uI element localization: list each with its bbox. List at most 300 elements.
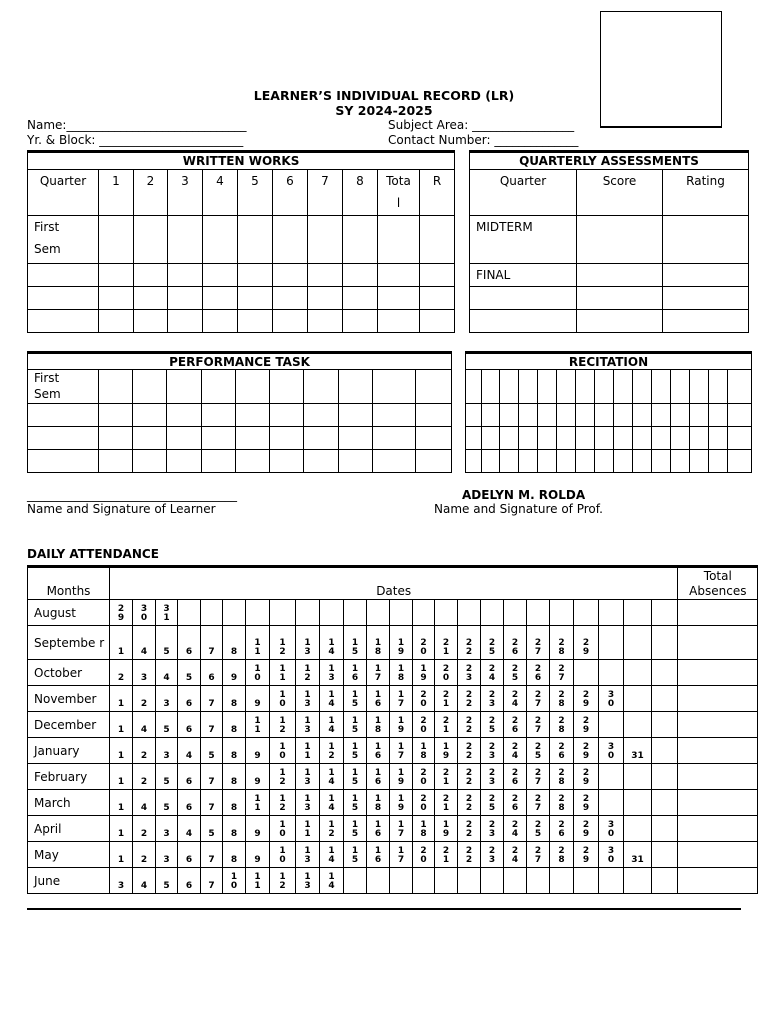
recitation-cell[interactable] bbox=[500, 404, 519, 427]
attendance-total[interactable] bbox=[678, 686, 758, 712]
attendance-day[interactable]: 7 bbox=[201, 712, 223, 738]
attendance-day[interactable]: 15 bbox=[344, 626, 367, 660]
attendance-day[interactable]: 17 bbox=[390, 842, 413, 868]
recitation-cell[interactable] bbox=[614, 427, 633, 450]
recitation-cell[interactable] bbox=[466, 404, 482, 427]
attendance-day[interactable]: 21 bbox=[435, 790, 458, 816]
pt-cell[interactable] bbox=[339, 370, 373, 404]
recitation-cell[interactable] bbox=[614, 370, 633, 404]
attendance-day[interactable]: 29 bbox=[574, 764, 599, 790]
recitation-cell[interactable] bbox=[557, 427, 576, 450]
attendance-day[interactable]: 1 bbox=[110, 842, 133, 868]
attendance-day[interactable]: 15 bbox=[344, 712, 367, 738]
pt-cell[interactable] bbox=[28, 450, 99, 473]
attendance-day[interactable]: 18 bbox=[390, 660, 413, 686]
attendance-day[interactable]: 22 bbox=[458, 738, 481, 764]
attendance-day[interactable] bbox=[574, 868, 599, 894]
attendance-day[interactable]: 26 bbox=[504, 712, 527, 738]
ww-cell[interactable] bbox=[168, 216, 203, 264]
attendance-day[interactable] bbox=[458, 600, 481, 626]
recitation-cell[interactable] bbox=[519, 450, 538, 473]
pt-cell[interactable] bbox=[133, 404, 167, 427]
pt-cell[interactable] bbox=[416, 427, 452, 450]
attendance-day[interactable]: 5 bbox=[156, 626, 178, 660]
attendance-day[interactable] bbox=[435, 600, 458, 626]
attendance-day[interactable]: 26 bbox=[550, 816, 574, 842]
attendance-day[interactable]: 1 bbox=[110, 764, 133, 790]
attendance-day[interactable]: 13 bbox=[296, 686, 320, 712]
attendance-day[interactable]: 12 bbox=[270, 790, 296, 816]
attendance-day[interactable] bbox=[652, 868, 678, 894]
attendance-day[interactable]: 5 bbox=[156, 712, 178, 738]
attendance-total[interactable] bbox=[678, 868, 758, 894]
pt-cell[interactable] bbox=[133, 427, 167, 450]
ww-cell[interactable] bbox=[378, 216, 420, 264]
pt-cell[interactable] bbox=[270, 370, 304, 404]
qa-cell[interactable] bbox=[577, 264, 663, 287]
recitation-cell[interactable] bbox=[690, 427, 709, 450]
attendance-day[interactable]: 12 bbox=[270, 764, 296, 790]
attendance-day[interactable]: 19 bbox=[435, 816, 458, 842]
attendance-day[interactable]: 31 bbox=[624, 842, 652, 868]
attendance-day[interactable]: 28 bbox=[550, 842, 574, 868]
attendance-day[interactable] bbox=[574, 600, 599, 626]
attendance-day[interactable]: 24 bbox=[504, 686, 527, 712]
attendance-total[interactable] bbox=[678, 660, 758, 686]
ww-cell[interactable] bbox=[203, 264, 238, 287]
recitation-cell[interactable] bbox=[709, 427, 728, 450]
recitation-cell[interactable] bbox=[709, 404, 728, 427]
recitation-cell[interactable] bbox=[482, 370, 500, 404]
attendance-total[interactable] bbox=[678, 790, 758, 816]
attendance-day[interactable]: 8 bbox=[223, 816, 246, 842]
attendance-day[interactable]: 5 bbox=[201, 738, 223, 764]
attendance-day[interactable] bbox=[344, 868, 367, 894]
recitation-cell[interactable] bbox=[538, 450, 557, 473]
attendance-day[interactable] bbox=[652, 712, 678, 738]
attendance-day[interactable]: 3 bbox=[133, 660, 156, 686]
attendance-day[interactable]: 25 bbox=[527, 816, 550, 842]
pt-cell[interactable] bbox=[28, 427, 99, 450]
ww-cell[interactable] bbox=[203, 216, 238, 264]
attendance-day[interactable]: 24 bbox=[481, 660, 504, 686]
pt-cell[interactable] bbox=[270, 404, 304, 427]
attendance-day[interactable]: 1 bbox=[110, 816, 133, 842]
attendance-day[interactable]: 12 bbox=[296, 660, 320, 686]
attendance-day[interactable]: 4 bbox=[156, 660, 178, 686]
pt-cell[interactable] bbox=[373, 450, 416, 473]
attendance-day[interactable]: 2 bbox=[110, 660, 133, 686]
attendance-day[interactable]: 13 bbox=[296, 842, 320, 868]
attendance-day[interactable] bbox=[320, 600, 344, 626]
pt-cell[interactable] bbox=[202, 450, 236, 473]
attendance-day[interactable]: 20 bbox=[413, 790, 435, 816]
attendance-day[interactable]: 26 bbox=[550, 738, 574, 764]
attendance-day[interactable]: 25 bbox=[481, 626, 504, 660]
attendance-day[interactable]: 7 bbox=[201, 842, 223, 868]
attendance-day[interactable] bbox=[599, 764, 624, 790]
attendance-day[interactable]: 28 bbox=[550, 686, 574, 712]
attendance-day[interactable]: 6 bbox=[178, 626, 201, 660]
attendance-day[interactable] bbox=[504, 600, 527, 626]
recitation-cell[interactable] bbox=[595, 370, 614, 404]
pt-cell[interactable] bbox=[304, 404, 339, 427]
attendance-day[interactable]: 11 bbox=[246, 868, 270, 894]
attendance-day[interactable]: 22 bbox=[458, 686, 481, 712]
attendance-day[interactable]: 13 bbox=[320, 660, 344, 686]
ww-cell[interactable] bbox=[378, 287, 420, 310]
attendance-day[interactable] bbox=[344, 600, 367, 626]
attendance-day[interactable] bbox=[652, 816, 678, 842]
attendance-day[interactable]: 27 bbox=[527, 626, 550, 660]
attendance-day[interactable]: 21 bbox=[435, 686, 458, 712]
ww-cell[interactable] bbox=[99, 310, 134, 333]
attendance-day[interactable] bbox=[652, 842, 678, 868]
recitation-cell[interactable] bbox=[595, 427, 614, 450]
ww-cell[interactable] bbox=[134, 216, 168, 264]
attendance-day[interactable]: 19 bbox=[390, 790, 413, 816]
attendance-day[interactable]: 4 bbox=[133, 712, 156, 738]
pt-cell[interactable] bbox=[373, 427, 416, 450]
attendance-day[interactable]: 5 bbox=[156, 868, 178, 894]
ww-cell[interactable] bbox=[168, 310, 203, 333]
ww-cell[interactable] bbox=[203, 310, 238, 333]
attendance-day[interactable]: 8 bbox=[223, 626, 246, 660]
attendance-day[interactable]: 19 bbox=[390, 626, 413, 660]
recitation-cell[interactable] bbox=[557, 450, 576, 473]
subject-field[interactable] bbox=[388, 118, 574, 132]
attendance-day[interactable]: 28 bbox=[550, 764, 574, 790]
attendance-day[interactable]: 30 bbox=[599, 842, 624, 868]
attendance-day[interactable]: 17 bbox=[390, 686, 413, 712]
attendance-day[interactable]: 17 bbox=[367, 660, 390, 686]
attendance-day[interactable]: 7 bbox=[201, 626, 223, 660]
recitation-cell[interactable] bbox=[595, 404, 614, 427]
ww-cell[interactable] bbox=[203, 287, 238, 310]
pt-cell[interactable] bbox=[99, 450, 133, 473]
attendance-day[interactable] bbox=[481, 600, 504, 626]
attendance-day[interactable]: 29 bbox=[574, 842, 599, 868]
pt-cell[interactable] bbox=[339, 427, 373, 450]
attendance-day[interactable] bbox=[624, 764, 652, 790]
attendance-day[interactable]: 9 bbox=[246, 816, 270, 842]
attendance-day[interactable] bbox=[652, 660, 678, 686]
ww-cell[interactable] bbox=[273, 216, 308, 264]
attendance-day[interactable]: 5 bbox=[156, 764, 178, 790]
attendance-day[interactable]: 27 bbox=[527, 764, 550, 790]
attendance-day[interactable]: 12 bbox=[320, 816, 344, 842]
attendance-day[interactable]: 23 bbox=[481, 686, 504, 712]
attendance-day[interactable]: 29 bbox=[110, 600, 133, 626]
attendance-day[interactable]: 4 bbox=[133, 868, 156, 894]
attendance-day[interactable]: 15 bbox=[344, 738, 367, 764]
pt-cell[interactable] bbox=[373, 404, 416, 427]
attendance-day[interactable]: 19 bbox=[390, 764, 413, 790]
pt-cell[interactable] bbox=[339, 404, 373, 427]
attendance-day[interactable]: 9 bbox=[246, 686, 270, 712]
attendance-day[interactable] bbox=[599, 790, 624, 816]
attendance-day[interactable]: 12 bbox=[270, 712, 296, 738]
attendance-day[interactable]: 31 bbox=[624, 738, 652, 764]
pt-cell[interactable] bbox=[270, 450, 304, 473]
attendance-total[interactable] bbox=[678, 816, 758, 842]
attendance-day[interactable]: 12 bbox=[320, 738, 344, 764]
ww-cell[interactable] bbox=[28, 310, 99, 333]
attendance-day[interactable]: 3 bbox=[156, 738, 178, 764]
qa-cell[interactable] bbox=[577, 216, 663, 264]
attendance-day[interactable]: 18 bbox=[413, 816, 435, 842]
attendance-total[interactable] bbox=[678, 738, 758, 764]
attendance-day[interactable]: 17 bbox=[390, 816, 413, 842]
attendance-day[interactable]: 10 bbox=[270, 686, 296, 712]
attendance-day[interactable] bbox=[458, 868, 481, 894]
pt-cell[interactable] bbox=[270, 427, 304, 450]
ww-cell[interactable] bbox=[273, 310, 308, 333]
pt-cell[interactable] bbox=[99, 427, 133, 450]
attendance-day[interactable]: 10 bbox=[270, 738, 296, 764]
recitation-cell[interactable] bbox=[576, 404, 595, 427]
attendance-day[interactable]: 10 bbox=[270, 842, 296, 868]
qa-cell[interactable] bbox=[663, 310, 749, 333]
attendance-day[interactable]: 8 bbox=[223, 842, 246, 868]
attendance-day[interactable]: 11 bbox=[270, 660, 296, 686]
attendance-day[interactable]: 29 bbox=[574, 686, 599, 712]
pt-cell[interactable] bbox=[339, 450, 373, 473]
attendance-day[interactable]: 24 bbox=[504, 842, 527, 868]
attendance-day[interactable]: 25 bbox=[481, 712, 504, 738]
recitation-cell[interactable] bbox=[690, 404, 709, 427]
attendance-day[interactable] bbox=[624, 868, 652, 894]
ww-cell[interactable] bbox=[343, 264, 378, 287]
attendance-day[interactable] bbox=[599, 868, 624, 894]
attendance-day[interactable] bbox=[624, 686, 652, 712]
recitation-cell[interactable] bbox=[671, 404, 690, 427]
attendance-day[interactable]: 21 bbox=[435, 764, 458, 790]
recitation-cell[interactable] bbox=[576, 370, 595, 404]
attendance-day[interactable] bbox=[624, 790, 652, 816]
attendance-day[interactable] bbox=[246, 600, 270, 626]
recitation-cell[interactable] bbox=[576, 450, 595, 473]
ww-cell[interactable] bbox=[238, 310, 273, 333]
attendance-total[interactable] bbox=[678, 842, 758, 868]
attendance-day[interactable]: 19 bbox=[390, 712, 413, 738]
recitation-cell[interactable] bbox=[633, 450, 652, 473]
ww-cell[interactable] bbox=[238, 216, 273, 264]
attendance-day[interactable]: 14 bbox=[320, 712, 344, 738]
attendance-day[interactable]: 18 bbox=[367, 712, 390, 738]
attendance-day[interactable]: 7 bbox=[201, 686, 223, 712]
ww-cell[interactable] bbox=[308, 216, 343, 264]
attendance-day[interactable]: 14 bbox=[320, 868, 344, 894]
attendance-day[interactable]: 30 bbox=[599, 686, 624, 712]
attendance-day[interactable]: 4 bbox=[178, 738, 201, 764]
attendance-day[interactable]: 17 bbox=[390, 738, 413, 764]
attendance-day[interactable]: 27 bbox=[527, 790, 550, 816]
attendance-day[interactable]: 13 bbox=[296, 626, 320, 660]
attendance-day[interactable]: 3 bbox=[110, 868, 133, 894]
attendance-day[interactable]: 23 bbox=[481, 764, 504, 790]
attendance-day[interactable]: 6 bbox=[178, 842, 201, 868]
attendance-day[interactable]: 27 bbox=[527, 712, 550, 738]
attendance-day[interactable]: 22 bbox=[458, 764, 481, 790]
recitation-cell[interactable] bbox=[671, 370, 690, 404]
recitation-cell[interactable] bbox=[519, 404, 538, 427]
attendance-day[interactable]: 8 bbox=[223, 790, 246, 816]
attendance-day[interactable]: 21 bbox=[435, 626, 458, 660]
pt-cell[interactable] bbox=[416, 450, 452, 473]
recitation-cell[interactable] bbox=[519, 427, 538, 450]
attendance-day[interactable] bbox=[652, 600, 678, 626]
attendance-day[interactable]: 1 bbox=[110, 738, 133, 764]
contact-field[interactable] bbox=[388, 133, 578, 147]
attendance-day[interactable]: 21 bbox=[435, 842, 458, 868]
recitation-cell[interactable] bbox=[466, 427, 482, 450]
attendance-day[interactable]: 26 bbox=[527, 660, 550, 686]
ww-cell[interactable] bbox=[28, 264, 99, 287]
attendance-day[interactable]: 10 bbox=[270, 816, 296, 842]
pt-cell[interactable] bbox=[28, 404, 99, 427]
recitation-cell[interactable] bbox=[633, 427, 652, 450]
attendance-day[interactable]: 16 bbox=[367, 686, 390, 712]
ww-cell[interactable] bbox=[343, 216, 378, 264]
attendance-day[interactable]: 9 bbox=[246, 842, 270, 868]
attendance-day[interactable]: 22 bbox=[458, 790, 481, 816]
attendance-day[interactable] bbox=[527, 868, 550, 894]
attendance-day[interactable]: 23 bbox=[481, 842, 504, 868]
attendance-day[interactable]: 26 bbox=[504, 764, 527, 790]
ww-cell[interactable] bbox=[273, 264, 308, 287]
recitation-cell[interactable] bbox=[728, 370, 752, 404]
pt-cell[interactable] bbox=[167, 427, 202, 450]
ww-cell[interactable] bbox=[134, 264, 168, 287]
attendance-day[interactable]: 8 bbox=[223, 686, 246, 712]
attendance-day[interactable]: 15 bbox=[344, 764, 367, 790]
attendance-day[interactable]: 7 bbox=[201, 868, 223, 894]
attendance-day[interactable] bbox=[624, 712, 652, 738]
pt-cell[interactable] bbox=[416, 404, 452, 427]
attendance-day[interactable] bbox=[367, 868, 390, 894]
attendance-day[interactable]: 12 bbox=[270, 626, 296, 660]
attendance-day[interactable] bbox=[201, 600, 223, 626]
attendance-day[interactable]: 15 bbox=[344, 790, 367, 816]
attendance-day[interactable]: 11 bbox=[296, 816, 320, 842]
pt-cell[interactable] bbox=[304, 427, 339, 450]
ww-cell[interactable] bbox=[343, 287, 378, 310]
attendance-day[interactable]: 3 bbox=[156, 842, 178, 868]
attendance-day[interactable]: 6 bbox=[178, 868, 201, 894]
recitation-cell[interactable] bbox=[652, 370, 671, 404]
attendance-day[interactable]: 4 bbox=[133, 626, 156, 660]
attendance-day[interactable]: 7 bbox=[201, 764, 223, 790]
attendance-day[interactable] bbox=[624, 660, 652, 686]
attendance-day[interactable]: 28 bbox=[550, 626, 574, 660]
pt-cell[interactable] bbox=[167, 450, 202, 473]
attendance-day[interactable]: 3 bbox=[156, 816, 178, 842]
attendance-day[interactable]: 14 bbox=[320, 626, 344, 660]
attendance-day[interactable]: 11 bbox=[246, 712, 270, 738]
ww-cell[interactable] bbox=[238, 264, 273, 287]
ww-cell[interactable] bbox=[273, 287, 308, 310]
attendance-day[interactable]: 14 bbox=[320, 764, 344, 790]
attendance-day[interactable]: 1 bbox=[110, 686, 133, 712]
attendance-day[interactable]: 13 bbox=[296, 764, 320, 790]
recitation-cell[interactable] bbox=[709, 450, 728, 473]
attendance-day[interactable]: 16 bbox=[367, 738, 390, 764]
attendance-day[interactable]: 18 bbox=[367, 626, 390, 660]
attendance-day[interactable]: 8 bbox=[223, 764, 246, 790]
attendance-day[interactable]: 13 bbox=[296, 868, 320, 894]
attendance-day[interactable]: 20 bbox=[413, 764, 435, 790]
attendance-day[interactable]: 15 bbox=[344, 686, 367, 712]
ww-cell[interactable] bbox=[378, 264, 420, 287]
attendance-day[interactable] bbox=[178, 600, 201, 626]
attendance-day[interactable]: 14 bbox=[320, 686, 344, 712]
attendance-day[interactable]: 26 bbox=[504, 790, 527, 816]
recitation-cell[interactable] bbox=[595, 450, 614, 473]
attendance-day[interactable]: 19 bbox=[435, 738, 458, 764]
attendance-day[interactable]: 16 bbox=[367, 764, 390, 790]
attendance-day[interactable]: 9 bbox=[246, 738, 270, 764]
attendance-day[interactable]: 28 bbox=[550, 790, 574, 816]
recitation-cell[interactable] bbox=[728, 427, 752, 450]
attendance-day[interactable]: 2 bbox=[133, 686, 156, 712]
recitation-cell[interactable] bbox=[538, 404, 557, 427]
attendance-day[interactable]: 11 bbox=[246, 790, 270, 816]
ww-cell[interactable] bbox=[28, 287, 99, 310]
pt-cell[interactable] bbox=[202, 427, 236, 450]
attendance-day[interactable]: 22 bbox=[458, 816, 481, 842]
attendance-total[interactable] bbox=[678, 764, 758, 790]
attendance-day[interactable] bbox=[652, 738, 678, 764]
recitation-cell[interactable] bbox=[709, 370, 728, 404]
attendance-day[interactable]: 3 bbox=[156, 686, 178, 712]
recitation-cell[interactable] bbox=[728, 404, 752, 427]
attendance-day[interactable]: 23 bbox=[458, 660, 481, 686]
ww-cell[interactable] bbox=[99, 264, 134, 287]
pt-cell[interactable] bbox=[167, 404, 202, 427]
attendance-total[interactable] bbox=[678, 600, 758, 626]
attendance-day[interactable]: 5 bbox=[201, 816, 223, 842]
pt-cell[interactable] bbox=[99, 370, 133, 404]
ww-cell[interactable] bbox=[420, 216, 455, 264]
attendance-day[interactable]: 20 bbox=[435, 660, 458, 686]
attendance-day[interactable]: 25 bbox=[527, 738, 550, 764]
attendance-day[interactable]: 18 bbox=[413, 738, 435, 764]
pt-cell[interactable] bbox=[167, 370, 202, 404]
ww-cell[interactable] bbox=[99, 287, 134, 310]
recitation-cell[interactable] bbox=[690, 370, 709, 404]
attendance-day[interactable]: 7 bbox=[201, 790, 223, 816]
attendance-day[interactable]: 9 bbox=[246, 764, 270, 790]
attendance-day[interactable] bbox=[270, 600, 296, 626]
recitation-cell[interactable] bbox=[614, 404, 633, 427]
attendance-day[interactable]: 6 bbox=[178, 686, 201, 712]
ww-cell[interactable] bbox=[343, 310, 378, 333]
recitation-cell[interactable] bbox=[557, 404, 576, 427]
attendance-day[interactable]: 10 bbox=[246, 660, 270, 686]
recitation-cell[interactable] bbox=[500, 450, 519, 473]
recitation-cell[interactable] bbox=[519, 370, 538, 404]
attendance-day[interactable]: 26 bbox=[504, 626, 527, 660]
attendance-day[interactable]: 4 bbox=[178, 816, 201, 842]
attendance-day[interactable]: 29 bbox=[574, 738, 599, 764]
attendance-day[interactable]: 30 bbox=[599, 738, 624, 764]
attendance-day[interactable]: 25 bbox=[504, 660, 527, 686]
attendance-day[interactable] bbox=[223, 600, 246, 626]
recitation-cell[interactable] bbox=[652, 404, 671, 427]
attendance-day[interactable] bbox=[296, 600, 320, 626]
recitation-cell[interactable] bbox=[500, 370, 519, 404]
